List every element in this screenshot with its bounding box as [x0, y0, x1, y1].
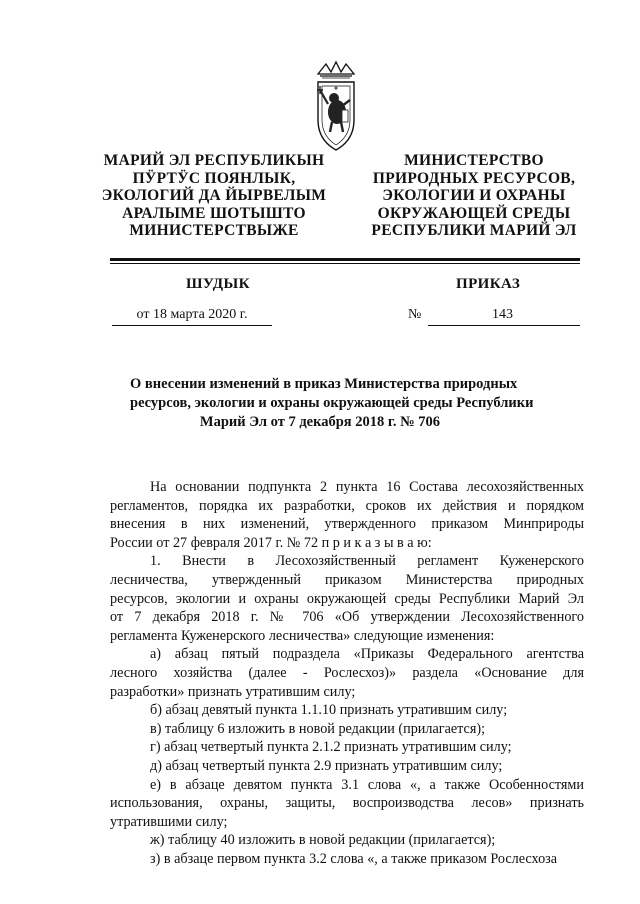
header-left-line: ПӰРТӰС ПОЯНЛЫК,: [132, 169, 296, 187]
body-line: от 7 декабря 2018 г. № 706 «Об утверждении Лесохозяйственного: [110, 609, 584, 626]
body-line: России от 27 февраля 2017 г. № 72 п р и к а з ы в а ю:: [110, 534, 432, 551]
document-title: [130, 375, 534, 432]
header-left-line: МАРИЙ ЭЛ РЕСПУБЛИКЫН: [103, 152, 325, 169]
body-line: разработки» признать утратившим силу;: [110, 683, 356, 700]
body-paragraph: [110, 831, 584, 850]
header-russian-block: [356, 152, 592, 240]
body-line: внесения в них изменений, утвержденного приказом Минприроды: [110, 516, 584, 533]
header-right-line: РЕСПУБЛИКИ МАРИЙ ЭЛ: [371, 222, 577, 239]
number-sign: №: [408, 307, 422, 322]
body-paragraph: [110, 776, 584, 832]
body-line: б) абзац девятый пункта 1.1.10 признать утратившим силу;: [150, 702, 508, 719]
body-line: ж) таблицу 40 изложить в новой редакции (прилагается);: [150, 832, 496, 849]
doc-type-mari: ШУДЫК: [186, 276, 250, 292]
document-date: от 18 марта 2020 г.: [112, 306, 272, 326]
body-paragraph: [110, 850, 584, 869]
header-left-line: АРАЛЫМЕ ШОТЫШТО: [122, 204, 306, 222]
body-line: в) таблицу 6 изложить в новой редакции (прилагается);: [150, 720, 486, 737]
coat-of-arms-emblem: [306, 60, 366, 156]
title-line: О внесении изменений в приказ Министерства природных: [130, 376, 518, 392]
body-line: лесного хозяйства (далее - Рослесхоз)» раздела «Основание для: [110, 664, 584, 681]
header-left-line: ЭКОЛОГИЙ ДА ЙЫРВЕЛЫМ: [101, 187, 327, 204]
header-right-line: ЭКОЛОГИИ И ОХРАНЫ: [382, 187, 566, 204]
body-line: е) в абзаце девятом пункта 3.1 слова «, а также Особенностями: [150, 776, 584, 793]
body-line: На основании подпункта 2 пункта 16 Состава лесохозяйственных: [150, 479, 584, 495]
header-right-line: ПРИРОДНЫХ РЕСУРСОВ,: [372, 169, 576, 187]
body-line: 1. Внести в Лесохозяйственный регламент Куженерского: [150, 553, 584, 570]
body-line: ресурсов, экологии и охраны окружающей среды Республики Марий Эл: [110, 590, 584, 607]
header-right-line: ОКРУЖАЮЩЕЙ СРЕДЫ: [377, 204, 571, 222]
body-line: д) абзац четвертый пункта 2.9 признать утратившим силу;: [150, 757, 503, 774]
body-line: регламентов, порядка их разработки, сроков их действия и порядком: [110, 497, 584, 514]
document-number: 143: [428, 306, 580, 326]
body-line: г) абзац четвертый пункта 2.1.2 признать утратившим силу;: [150, 739, 512, 756]
title-line: ресурсов, экологии и охраны окружающей среды Республики: [130, 395, 534, 411]
body-paragraph: [110, 701, 584, 720]
body-line: з) в абзаце первом пункта 3.2 слова «, а также приказом Рослесхоза: [150, 850, 558, 867]
body-paragraph: [110, 478, 584, 552]
document-body: [110, 478, 584, 868]
body-line: регламента Куженерского лесничества» следующие изменения:: [110, 627, 495, 644]
body-line: использования, охраны, защиты, воспроизводства лесов» признать: [110, 795, 584, 812]
body-paragraph: [110, 552, 584, 645]
body-paragraph: [110, 645, 584, 701]
body-line: а) абзац пятый подраздела «Приказы Федерального агентства: [150, 646, 584, 663]
header-divider-thin: [110, 263, 580, 264]
header-left-line: МИНИСТЕРСТВЫЖЕ: [129, 222, 299, 239]
header-right-line: МИНИСТЕРСТВО: [404, 152, 544, 169]
header-divider-thick: [110, 258, 580, 261]
header-mari-block: [100, 152, 328, 240]
doc-type-russian: ПРИКАЗ: [456, 276, 521, 292]
body-paragraph: [110, 720, 584, 739]
body-line: лесничества, утвержденный приказом Министерства природных: [110, 571, 584, 588]
body-paragraph: [110, 738, 584, 757]
body-paragraph: [110, 757, 584, 776]
title-line: Марий Эл от 7 декабря 2018 г. № 706: [199, 414, 441, 430]
body-line: утратившими силу;: [110, 813, 228, 830]
